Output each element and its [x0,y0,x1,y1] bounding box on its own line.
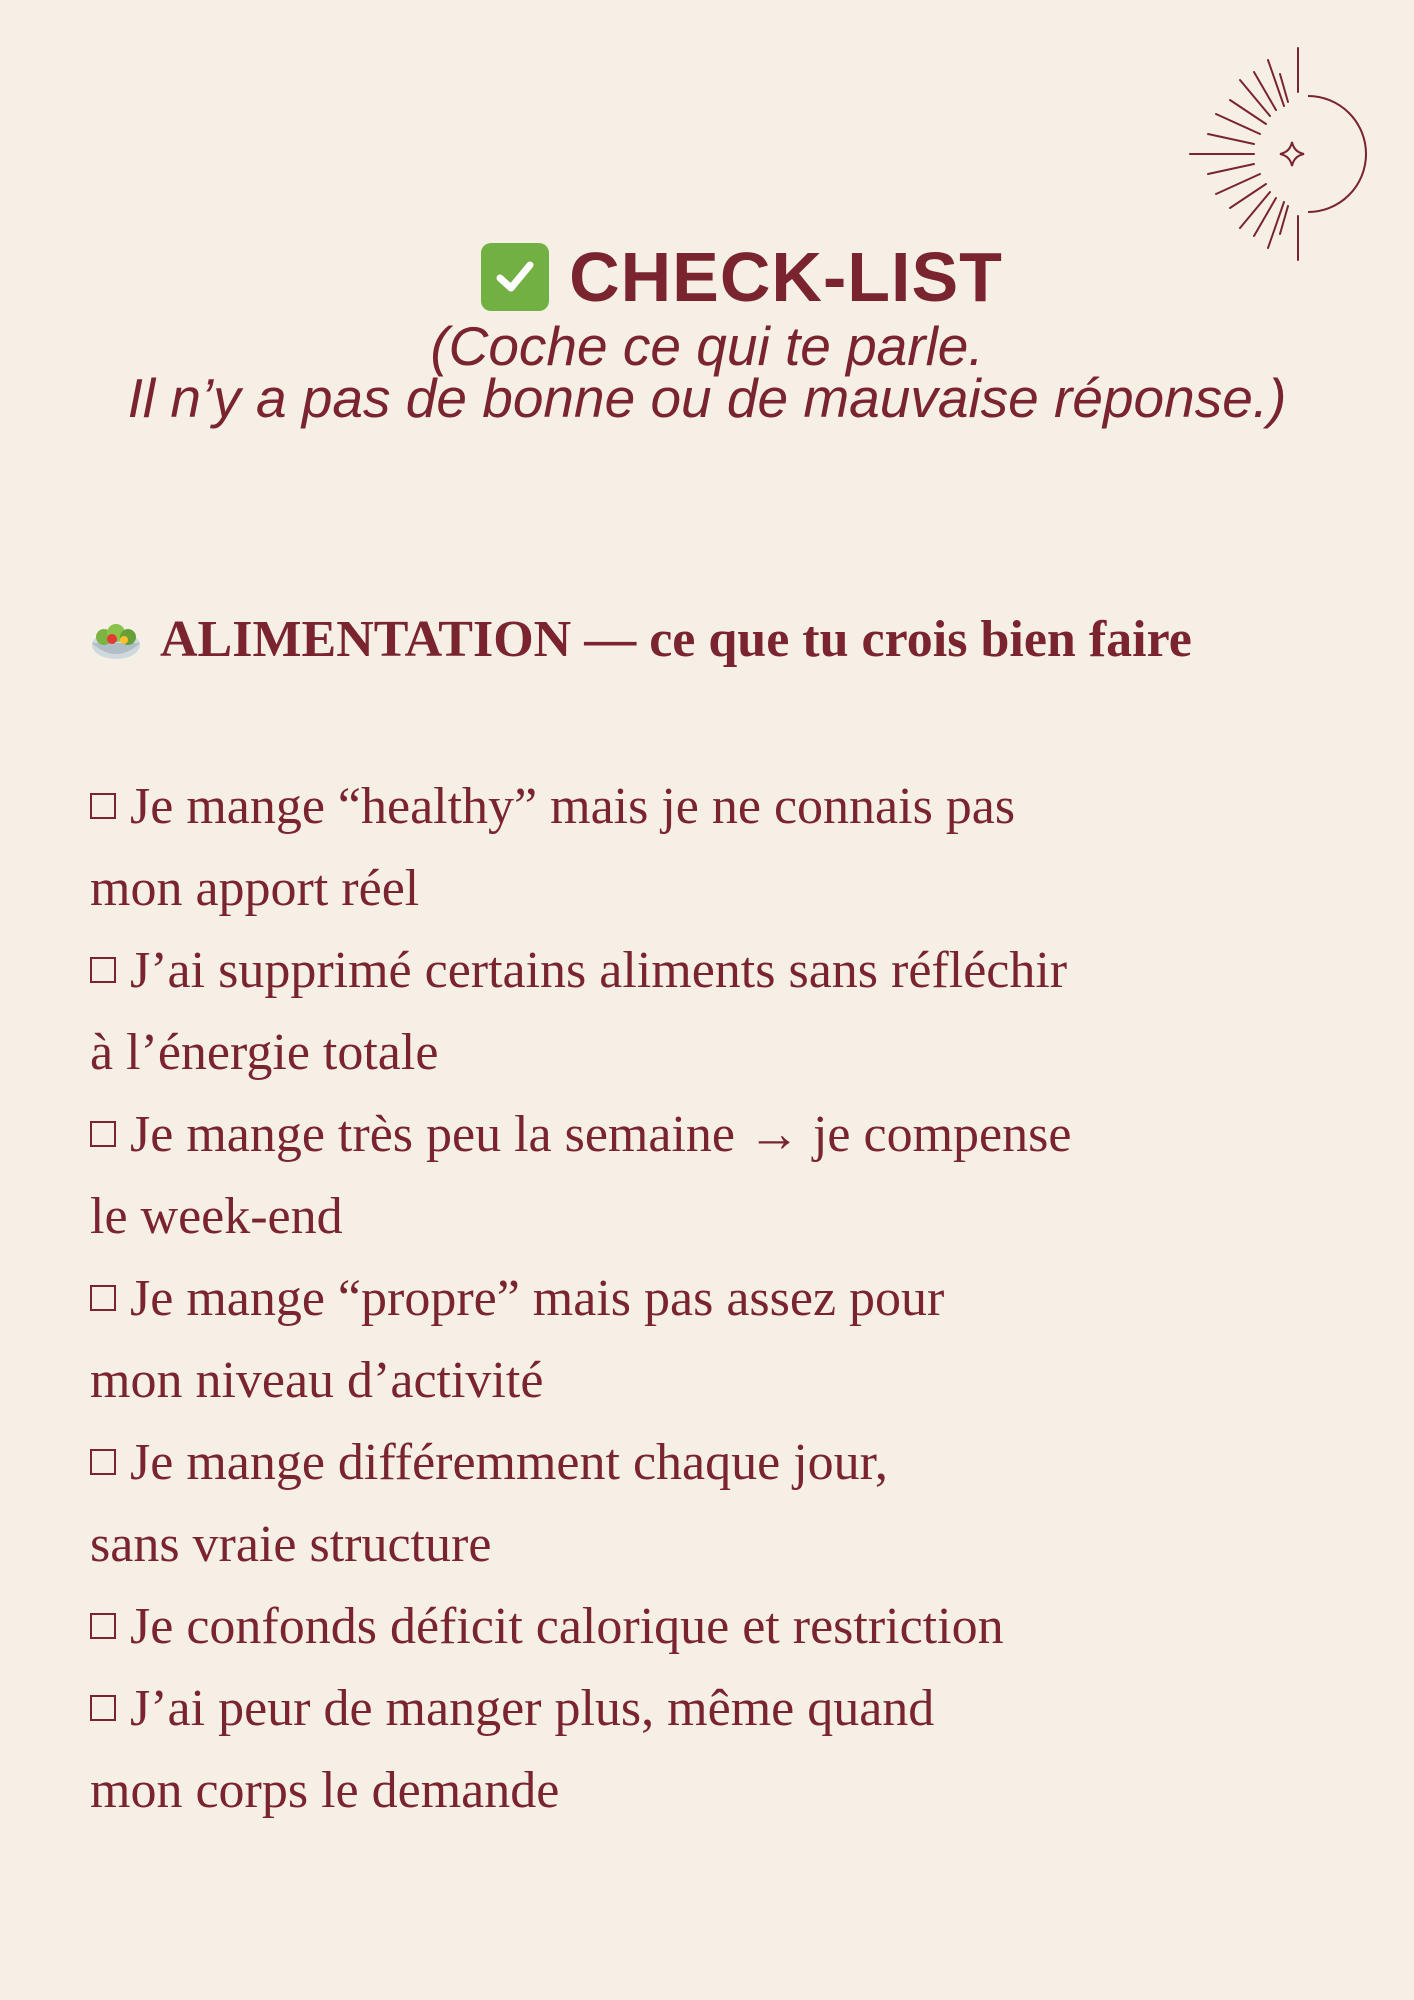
item-text-line-1: Je mange “healthy” mais je ne connais pas [130,778,1016,835]
item-text-line-2: à l’énergie totale [90,1024,439,1081]
checkbox[interactable] [90,1285,116,1311]
item-text-line-1: J’ai supprimé certains aliments sans réfléchir [130,942,1068,999]
item-text-line-1: Je mange très peu la semaine → je compense [130,1106,1072,1163]
checkbox[interactable] [90,793,116,819]
white-check-mark-icon [481,243,549,311]
salad-icon [90,613,142,665]
checkbox[interactable] [90,1121,116,1147]
item-text-line-2: sans vraie structure [90,1516,492,1573]
item-text-line-2: mon corps le demande [90,1762,560,1819]
checklist-item [90,1586,1350,1668]
checklist-item [90,766,1350,930]
checkbox[interactable] [90,1695,116,1721]
checkbox[interactable] [90,957,116,983]
item-text-line-2: mon niveau d’activité [90,1352,544,1409]
subtitle-line-2: Il n’y a pas de bonne ou de mauvaise réponse.) [127,367,1287,429]
checklist-item [90,1422,1350,1586]
checklist-item [90,1258,1350,1422]
item-text-line-1: Je mange différemment chaque jour, [130,1434,888,1491]
checklist-item [90,1668,1350,1832]
sun-moon-icon [1188,44,1378,264]
item-text-line-1: Je confonds déficit calorique et restriction [130,1598,1004,1655]
item-text-line-1: J’ai peur de manger plus, même quand [130,1680,935,1737]
checkbox[interactable] [90,1613,116,1639]
checkbox[interactable] [90,1449,116,1475]
section-title [90,604,1192,674]
item-text-line-1: Je mange “propre” mais pas assez pour [130,1270,945,1327]
header [0,232,1414,429]
title-row [0,232,1414,322]
subtitle-line-1: (Coche ce qui te parle. [430,315,984,377]
section-title-text: ALIMENTATION — ce que tu crois bien faire [160,610,1192,668]
page-title: CHECK-LIST [569,238,1003,316]
checklist-item [90,1094,1350,1258]
item-text-line-2: mon apport réel [90,860,420,917]
checklist-item [90,930,1350,1094]
item-text-line-2: le week-end [90,1188,343,1245]
checklist [90,766,1350,1832]
